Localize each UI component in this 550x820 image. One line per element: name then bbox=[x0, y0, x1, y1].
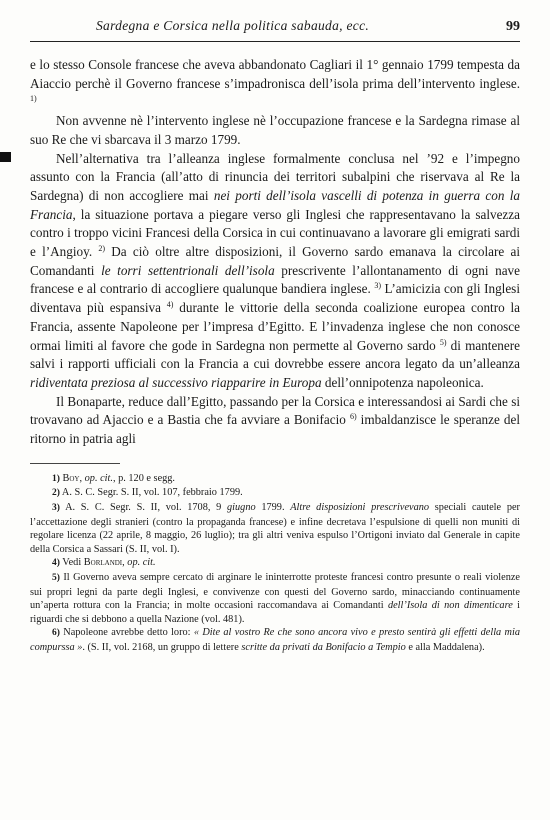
text-run: Vedi bbox=[59, 557, 84, 569]
footnote-number: 5) bbox=[52, 572, 60, 583]
footnote bbox=[30, 501, 520, 556]
italic-text: op. cit. bbox=[127, 557, 156, 569]
italic-text: le torri settentrionali dell’isola bbox=[101, 262, 275, 278]
text-run: e lo stesso Console francese che aveva abbandonato Cagliari il 1° gennaio 1799 tempesta da Aiaccio perchè il Governo francese s’impadronisca dell’isola prima dell’intervento inglese. bbox=[30, 57, 520, 91]
italic-text: scritte da privati da Bonifacio a Tempio bbox=[241, 641, 406, 653]
paragraph bbox=[30, 150, 520, 393]
running-header bbox=[30, 18, 520, 35]
footnote-number: 2) bbox=[52, 488, 60, 499]
text-run: durante le vittorie della seconda coalizione europea contro la Francia, assente Napoleone per l’impresa d’Egitto. E l’invadenza inglese che non conosce ormai limiti al favore che gode in Sardegna non permette al Governo sardo bbox=[30, 300, 520, 353]
author-name: Borlandi bbox=[83, 557, 123, 569]
text-run: , la situazione portava a piegare verso gli Inglesi che rappresentavano la salvezza contro i troppo vicini Francesi della Corsica in cui continuavano a lavorare gli emigrati sardi e l’Angioy. bbox=[30, 206, 520, 260]
page bbox=[30, 18, 520, 654]
footnote-ref: 4) bbox=[166, 300, 174, 310]
footnote-number: 4) bbox=[52, 558, 60, 569]
italic-text: ridiventata preziosa al successivo riapparire in Europa bbox=[30, 374, 322, 390]
footnotes bbox=[30, 472, 520, 655]
paragraph bbox=[30, 56, 520, 112]
italic-text: giugno bbox=[227, 501, 256, 513]
footnote-ref: 5) bbox=[439, 337, 447, 347]
italic-text: dell’Isola di non dimenticare bbox=[387, 600, 513, 612]
italic-text: « Dite al vostro Re che sono ancora vivo e presto sentirà gli effetti della mia compurssa » bbox=[30, 627, 520, 653]
footnote-ref: 3) bbox=[374, 281, 381, 291]
footnote-number: 6) bbox=[52, 628, 60, 639]
text-run: Da ciò oltre altre disposizioni, il Governo sardo emanava la circolare ai Comandanti bbox=[30, 244, 520, 278]
page-number: 99 bbox=[506, 19, 520, 34]
footnote-ref: 2) bbox=[98, 244, 106, 254]
text-run: , bbox=[79, 472, 85, 484]
text-run: 1799. bbox=[255, 501, 291, 513]
text-run: dell’onnipotenza napoleonica. bbox=[321, 374, 484, 390]
text-run: , bbox=[122, 557, 128, 569]
header-rule bbox=[30, 41, 520, 42]
text-run: speciali cautele per l’accettazione degli stranieri (contro la propaganda francese) e infine decretava l’espulsione di quelli non muniti di regolare licenza (22 aprile, 8 maggio, 26 luglio); tra gli altri veniva espulso l’Ortigoni inviato dal Generale in capite della Corsica a Sassari (S. II, vol. I). bbox=[30, 501, 520, 555]
footnote-rule bbox=[30, 463, 120, 464]
text-run: prescrivente l’allontanamento di ogni nave francese e al contrario di accogliere qualunque bandiera inglese. bbox=[30, 262, 520, 297]
text-run: Non avvenne nè l’intervento inglese nè l’occupazione francese e la Sardegna rimase al suo Re che vi sbarcava il 3 marzo 1799. bbox=[30, 113, 520, 147]
footnote-number: 3) bbox=[52, 502, 60, 513]
running-title: Sardegna e Corsica nella politica sabauda, ecc. bbox=[96, 18, 370, 33]
italic-text: op. cit. bbox=[84, 472, 113, 484]
footnote bbox=[30, 486, 520, 501]
paragraph bbox=[30, 112, 520, 149]
text-run: Nell’alternativa tra l’alleanza inglese formalmente conclusa nel ’92 e l’impegno assunto con la Francia (all’atto di rinuncia dei territori subalpini che riservava al Re la Sardegna) di non accogliere mai bbox=[30, 150, 520, 203]
body-text bbox=[30, 56, 520, 449]
text-run: i riguardi che si debbono a quella Nazione (vol. 481). bbox=[30, 600, 521, 625]
footnote bbox=[30, 556, 520, 571]
margin-marker bbox=[0, 152, 11, 162]
footnote bbox=[30, 571, 520, 626]
text-run: , p. 120 e segg. bbox=[112, 472, 176, 484]
footnote bbox=[30, 472, 520, 487]
text-run: Napoleone avrebbe detto loro: bbox=[59, 627, 194, 639]
italic-text: Altre disposizioni prescrivevano bbox=[290, 501, 430, 513]
text-run: Il Bonaparte, reduce dall’Egitto, passando per la Corsica e interessandosi ai Sardi che si trovavano ad Ajaccio e a Bastia che fa avviare a Bonifacio bbox=[30, 393, 520, 428]
text-run: A. S. C. Segr. S. II, vol. 1708, 9 bbox=[59, 501, 228, 513]
text-run: e alla Maddalena). bbox=[405, 641, 485, 653]
footnote-ref: 6) bbox=[349, 412, 357, 422]
text-run: L’amicizia con gli Inglesi diventava più espansiva bbox=[30, 281, 520, 316]
paragraph bbox=[30, 393, 520, 449]
author-name: Boy bbox=[62, 472, 80, 484]
footnote-ref: 1) bbox=[30, 94, 37, 104]
text-run: imbaldanzisce le speranze del ritorno in patria agli bbox=[30, 412, 521, 447]
italic-text: nei porti dell’isola vascelli di potenza in guerra con la Francia bbox=[30, 187, 520, 222]
footnote bbox=[30, 626, 520, 654]
text-run: Il Governo aveva sempre cercato di arginare le ininterrotte proteste francesi contro presunte o reali violenze sui propri legni da parte degli Inglesi, e convivenze con questi del Governo sardo, minacciando continuamente un’aperta rottura con la Francia; in molte occasioni raccomandava ai Comandanti bbox=[30, 571, 520, 612]
text-run: di mantenere salvi i rapporti ufficiali con la Francia a cui dovrebbe essere ancora legato da un’alleanza bbox=[30, 337, 520, 372]
footnote-number: 1) bbox=[52, 473, 60, 484]
text-run: A. S. C. Segr. S. II, vol. 107, febbraio 1799. bbox=[59, 487, 243, 499]
text-run: . (S. II, vol. 2168, un gruppo di lettere bbox=[82, 641, 242, 653]
